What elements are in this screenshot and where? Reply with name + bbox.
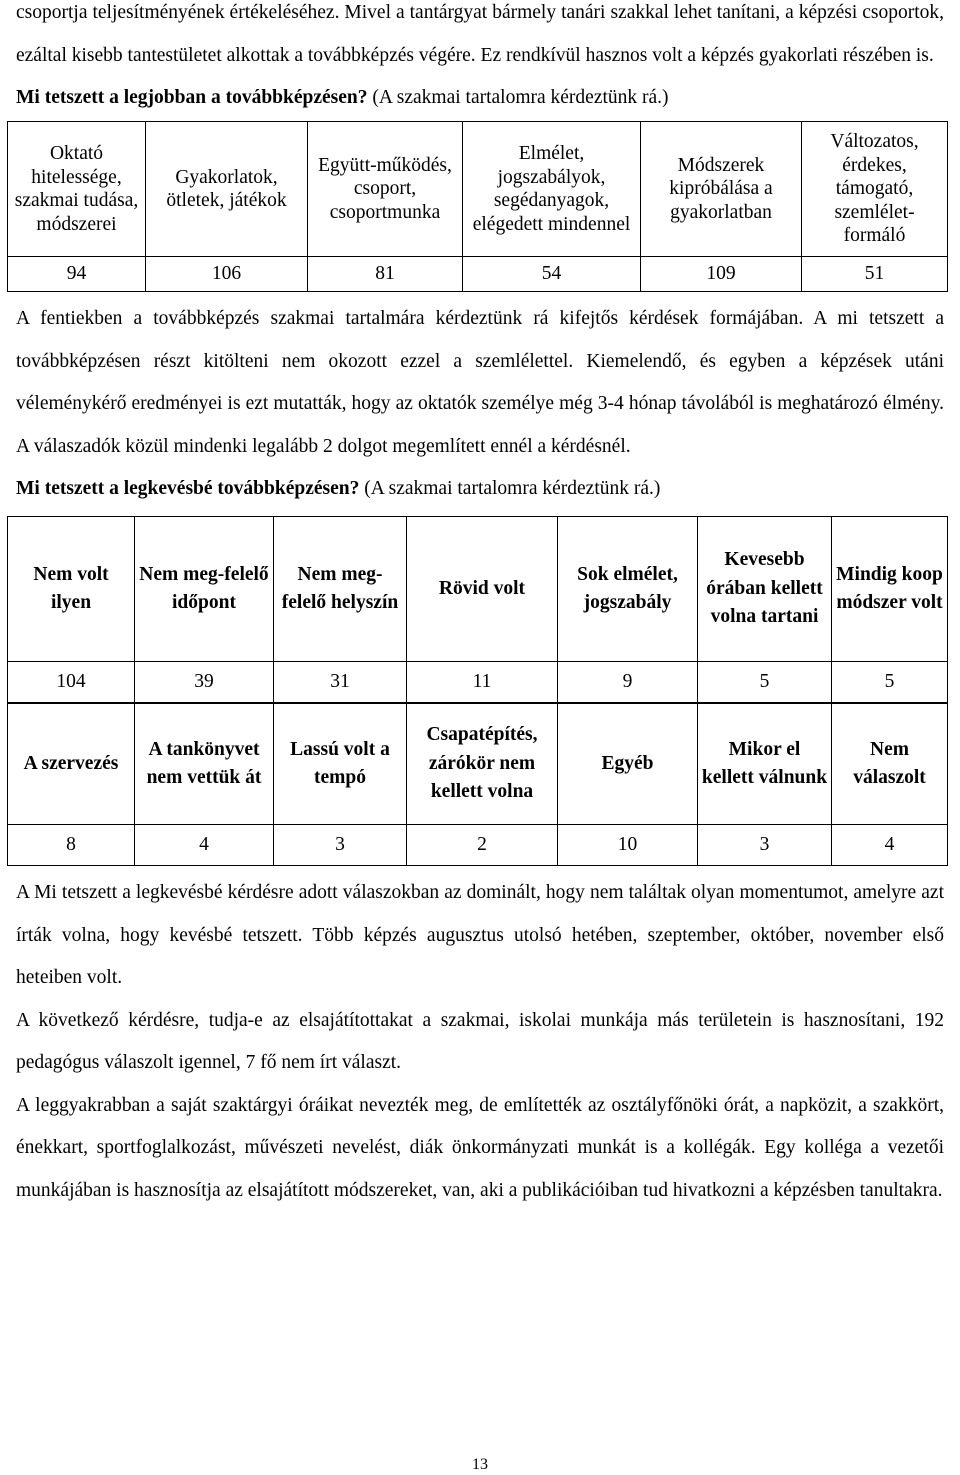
table-value-cell: 51 bbox=[802, 257, 948, 292]
document-page bbox=[16, 0, 944, 1212]
table-value-cell: 10 bbox=[558, 825, 698, 866]
table-header-cell: Nem válaszolt bbox=[832, 704, 948, 825]
table-value-cell: 3 bbox=[698, 825, 832, 866]
table-header-cell: Oktató hitelessége, szakmai tudása, módszerei bbox=[8, 122, 146, 257]
table-header-cell: Gyakorlatok, ötletek, játékok bbox=[146, 122, 308, 257]
table-header-cell: Lassú volt a tempó bbox=[274, 704, 407, 825]
most-liked-table bbox=[7, 121, 948, 292]
intro-paragraph: csoportja teljesítményének értékeléséhez. Mivel a tantárgyat bármely tanári szakkal lehet tanítani, a képzési csoportok, ezáltal kisebb tantestületet alkottak a továbbképzés végére. Ez rendkívül hasznos volt a képzés gyakorlati részében is. bbox=[16, 2, 944, 66]
table-value-cell: 104 bbox=[8, 662, 135, 703]
table-header-cell: Együtt-működés, csoport, csoportmunka bbox=[308, 122, 463, 257]
table-value-cell: 94 bbox=[8, 257, 146, 292]
table-header-cell: Egyéb bbox=[558, 704, 698, 825]
table-row bbox=[8, 257, 948, 292]
table-header-cell: Kevesebb órában kellett volna tartani bbox=[698, 517, 832, 662]
least-liked-table bbox=[7, 516, 948, 703]
table-value-cell: 11 bbox=[407, 662, 558, 703]
question-most-liked-bold: Mi tetszett a legjobban a továbbképzésen? bbox=[16, 87, 368, 108]
question-least-liked-note: (A szakmai tartalomra kérdeztünk rá.) bbox=[359, 478, 661, 499]
table-value-cell: 4 bbox=[832, 825, 948, 866]
paragraph-least-liked-summary: A Mi tetszett a legkevésbé kérdésre adott válaszokban az dominált, hogy nem találtak olyan momentumot, amelyre azt írták volna, hogy kevésbé tetszett. Több képzés augusztus utolsó hetében, szeptember, október, november első heteiben volt. bbox=[16, 882, 944, 988]
table-value-cell: 2 bbox=[407, 825, 558, 866]
table-header-cell: Rövid volt bbox=[407, 517, 558, 662]
table-value-cell: 54 bbox=[463, 257, 641, 292]
table-value-cell: 81 bbox=[308, 257, 463, 292]
table-header-cell: Nem meg-felelő helyszín bbox=[274, 517, 407, 662]
table-row bbox=[8, 704, 948, 825]
table-header-cell: Nem meg-felelő időpont bbox=[135, 517, 274, 662]
paragraph-most-liked-summary: A fentiekben a továbbképzés szakmai tartalmára kérdeztünk rá kifejtős kérdések formájában. A mi tetszett a továbbképzésen részt kitölteni nem okozott ezzel a szemlélettel. Kiemelendő, és egyben a képzések utáni véleménykérő eredményei is ezt mutatták, hogy az oktatók személye még 3-4 hónap távolából is meghatározó élmény. A válaszadók közül mindenki legalább 2 dolgot megemlített ennél a kérdésnél. bbox=[16, 308, 944, 457]
page-number: 13 bbox=[472, 1456, 488, 1473]
least-liked-table-continued bbox=[7, 703, 948, 866]
table-value-cell: 39 bbox=[135, 662, 274, 703]
table-row bbox=[8, 517, 948, 662]
table-header-cell: Sok elmélet, jogszabály bbox=[558, 517, 698, 662]
table-value-cell: 4 bbox=[135, 825, 274, 866]
table-value-cell: 3 bbox=[274, 825, 407, 866]
table-row bbox=[8, 122, 948, 257]
paragraph-usage-areas: A leggyakrabban a saját szaktárgyi óráikat nevezték meg, de említették az osztályfőnöki órát, a napközit, a szakkört, énekkart, sportfoglalkozást, művészeti nevelést, diák önkormányzati munkát is a kollégák. Egy kolléga a vezetői munkájában is hasznosítja az elsajátított módszereket, van, aki a publikációiban tud hivatkozni a képzésben tanultakra. bbox=[16, 1094, 944, 1201]
table-value-cell: 5 bbox=[698, 662, 832, 703]
table-row bbox=[8, 825, 948, 866]
question-least-liked bbox=[16, 468, 944, 510]
table-value-cell: 31 bbox=[274, 662, 407, 703]
table-value-cell: 106 bbox=[146, 257, 308, 292]
table-header-cell: Mindig koop módszer volt bbox=[832, 517, 948, 662]
table-row bbox=[8, 662, 948, 703]
table-header-cell: Nem volt ilyen bbox=[8, 517, 135, 662]
table-header-cell: A tankönyvet nem vettük át bbox=[135, 704, 274, 825]
table-header-cell: Mikor el kellett válnunk bbox=[698, 704, 832, 825]
table-value-cell: 5 bbox=[832, 662, 948, 703]
question-least-liked-bold: Mi tetszett a legkevésbé továbbképzésen? bbox=[16, 478, 360, 499]
question-most-liked-note: (A szakmai tartalomra kérdeztünk rá.) bbox=[367, 87, 669, 108]
table-value-cell: 109 bbox=[641, 257, 802, 292]
table-header-cell: Változatos, érdekes, támogató, szemlélet-formáló bbox=[802, 122, 948, 257]
table-value-cell: 9 bbox=[558, 662, 698, 703]
question-most-liked bbox=[16, 77, 944, 119]
paragraph-usage-answer: A következő kérdésre, tudja-e az elsajátítottakat a szakmai, iskolai munkája más területein is hasznosítani, 192 pedagógus válaszolt igennel, 7 fő nem írt választ. bbox=[16, 1009, 944, 1073]
table-value-cell: 8 bbox=[8, 825, 135, 866]
table-header-cell: A szervezés bbox=[8, 704, 135, 825]
table-header-cell: Elmélet, jogszabályok, segédanyagok, elégedett mindennel bbox=[463, 122, 641, 257]
table-header-cell: Módszerek kipróbálása a gyakorlatban bbox=[641, 122, 802, 257]
table-header-cell: Csapatépítés, zárókör nem kellett volna bbox=[407, 704, 558, 825]
